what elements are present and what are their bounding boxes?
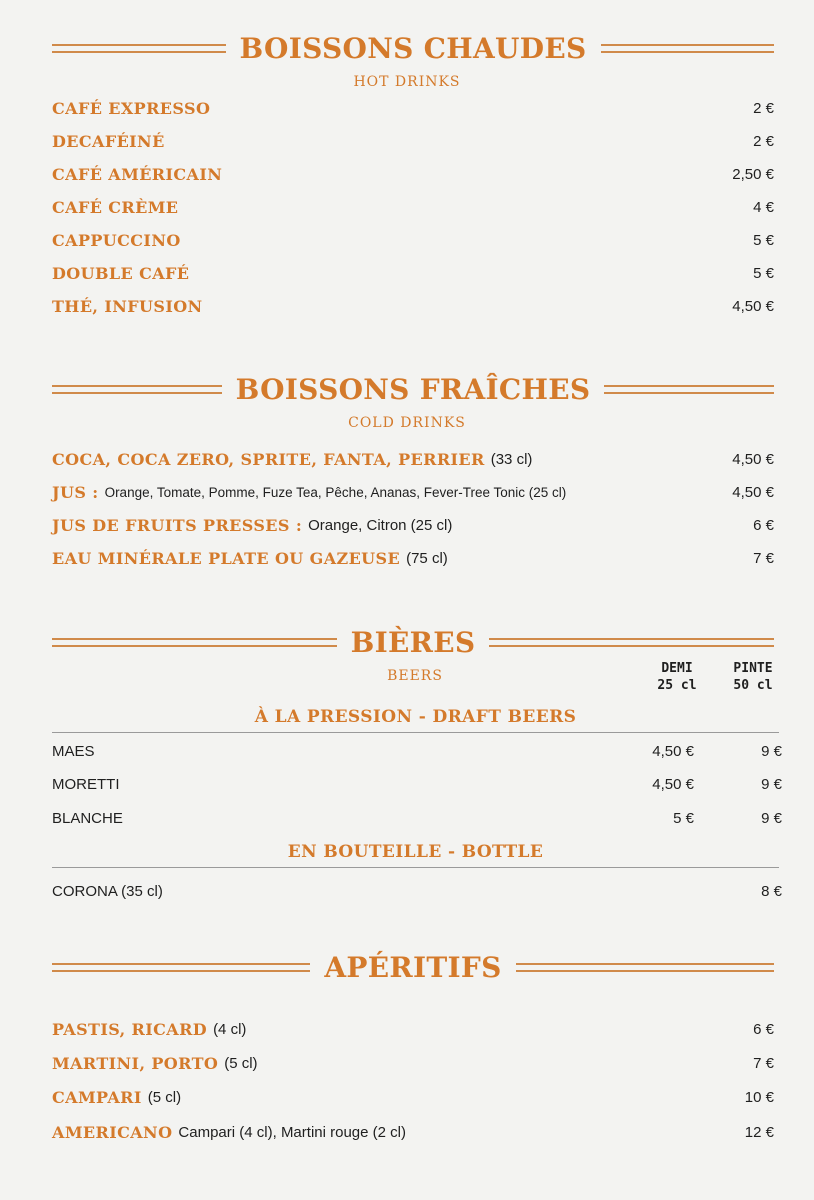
- item-detail: (33 cl): [490, 450, 533, 468]
- beer-price-demi: 5 €: [673, 810, 694, 827]
- menu-item: [52, 1120, 774, 1144]
- beer-row: [52, 881, 782, 905]
- item-price: 10 €: [744, 1088, 774, 1106]
- bottle-beers-heading: EN BOUTEILLE - BOTTLE: [287, 842, 544, 862]
- menu-item: [52, 1017, 774, 1041]
- beer-row: [52, 774, 782, 798]
- item-name: CAFÉ EXPRESSO: [52, 98, 211, 118]
- item-price: 5 €: [753, 231, 774, 249]
- item-price: 2,50 €: [732, 165, 774, 183]
- beer-row: [52, 808, 782, 832]
- item-price: 4 €: [753, 198, 774, 216]
- menu-item: [52, 1085, 774, 1109]
- item-price: 7 €: [753, 1054, 774, 1072]
- item-detail: (5 cl): [147, 1088, 182, 1106]
- item-price: 5 €: [753, 264, 774, 282]
- beer-name: CORONA (35 cl): [52, 883, 163, 900]
- section-title: BOISSONS CHAUDES: [239, 31, 587, 65]
- header-rule-right: [604, 385, 774, 394]
- column-size: 25 cl: [657, 678, 697, 693]
- item-name: DECAFÉINÉ: [52, 131, 165, 151]
- header-rule-left: [52, 385, 222, 394]
- hot-drinks-header: [52, 31, 774, 65]
- menu-item: [52, 129, 774, 153]
- beer-price-demi: 4,50 €: [652, 776, 694, 793]
- item-name: CAFÉ CRÈME: [52, 197, 179, 217]
- header-rule-left: [52, 44, 226, 53]
- section-subtitle: HOT DRINKS: [353, 74, 461, 90]
- header-rule-right: [516, 963, 774, 972]
- column-size: 50 cl: [733, 678, 773, 693]
- header-rule-left: [52, 638, 337, 647]
- column-header-demi: [642, 660, 712, 694]
- item-price: 6 €: [753, 516, 774, 534]
- item-name: COCA, COCA ZERO, SPRITE, FANTA, PERRIER: [52, 449, 485, 469]
- item-detail: Orange, Tomate, Pomme, Fuze Tea, Pêche, Ananas, Fever-Tree Tonic (25 cl): [104, 484, 567, 500]
- item-name: MARTINI, PORTO: [52, 1053, 219, 1073]
- item-price: 2 €: [753, 132, 774, 150]
- beer-price-demi: 4,50 €: [652, 743, 694, 760]
- menu-item: [52, 546, 774, 570]
- column-label: DEMI: [661, 661, 693, 676]
- item-price: 6 €: [753, 1020, 774, 1038]
- menu-item: [52, 162, 774, 186]
- beers-header: [52, 625, 774, 659]
- menu-item: [52, 228, 774, 252]
- item-detail: (4 cl): [213, 1020, 247, 1038]
- beer-price-pinte: 9 €: [761, 743, 782, 760]
- column-header-pinte: [718, 660, 788, 694]
- menu-item: [52, 480, 774, 504]
- menu-item: [52, 294, 774, 318]
- item-price: 4,50 €: [732, 483, 774, 501]
- beer-name: BLANCHE: [52, 810, 123, 827]
- section-title: APÉRITIFS: [324, 950, 502, 984]
- column-label: PINTE: [733, 661, 773, 676]
- menu-item: [52, 1051, 774, 1075]
- item-name: JUS :: [52, 482, 99, 502]
- item-price: 7 €: [753, 549, 774, 567]
- divider: [52, 732, 779, 733]
- item-name: CAPPUCCINO: [52, 230, 181, 250]
- item-price: 2 €: [753, 99, 774, 117]
- item-name: PASTIS, RICARD: [52, 1019, 208, 1039]
- cold-drinks-header: [52, 372, 774, 406]
- header-rule-right: [489, 638, 774, 647]
- menu-item: [52, 195, 774, 219]
- draft-beers-heading: À LA PRESSION - DRAFT BEERS: [254, 707, 577, 727]
- section-title: BIÈRES: [350, 625, 476, 659]
- beer-price: 8 €: [761, 883, 782, 900]
- item-price: 4,50 €: [732, 297, 774, 315]
- item-price: 4,50 €: [732, 450, 774, 468]
- menu-item: [52, 513, 774, 537]
- aperitifs-header: [52, 950, 774, 984]
- item-detail: Orange, Citron (25 cl): [308, 516, 453, 534]
- menu-item: [52, 261, 774, 285]
- item-name: JUS DE FRUITS PRESSES :: [52, 515, 303, 535]
- menu-item: [52, 447, 774, 471]
- section-title: BOISSONS FRAÎCHES: [235, 372, 591, 406]
- header-rule-left: [52, 963, 310, 972]
- item-name: DOUBLE CAFÉ: [52, 263, 190, 283]
- beer-name: MORETTI: [52, 776, 120, 793]
- item-name: AMERICANO: [52, 1122, 173, 1142]
- divider: [52, 867, 779, 868]
- item-name: EAU MINÉRALE PLATE OU GAZEUSE: [52, 548, 401, 568]
- section-subtitle: BEERS: [387, 668, 443, 684]
- item-name: CAFÉ AMÉRICAIN: [52, 164, 223, 184]
- item-detail: (5 cl): [224, 1054, 258, 1072]
- item-detail: (75 cl): [406, 549, 448, 567]
- beer-price-pinte: 9 €: [761, 776, 782, 793]
- header-rule-right: [601, 44, 775, 53]
- beer-row: [52, 741, 782, 765]
- beer-name: MAES: [52, 743, 95, 760]
- item-price: 12 €: [744, 1123, 774, 1141]
- item-detail: Campari (4 cl), Martini rouge (2 cl): [178, 1123, 406, 1141]
- item-name: CAMPARI: [52, 1087, 142, 1107]
- menu-item: [52, 96, 774, 120]
- section-subtitle: COLD DRINKS: [348, 415, 466, 431]
- beer-price-pinte: 9 €: [761, 810, 782, 827]
- item-name: THÉ, INFUSION: [52, 296, 203, 316]
